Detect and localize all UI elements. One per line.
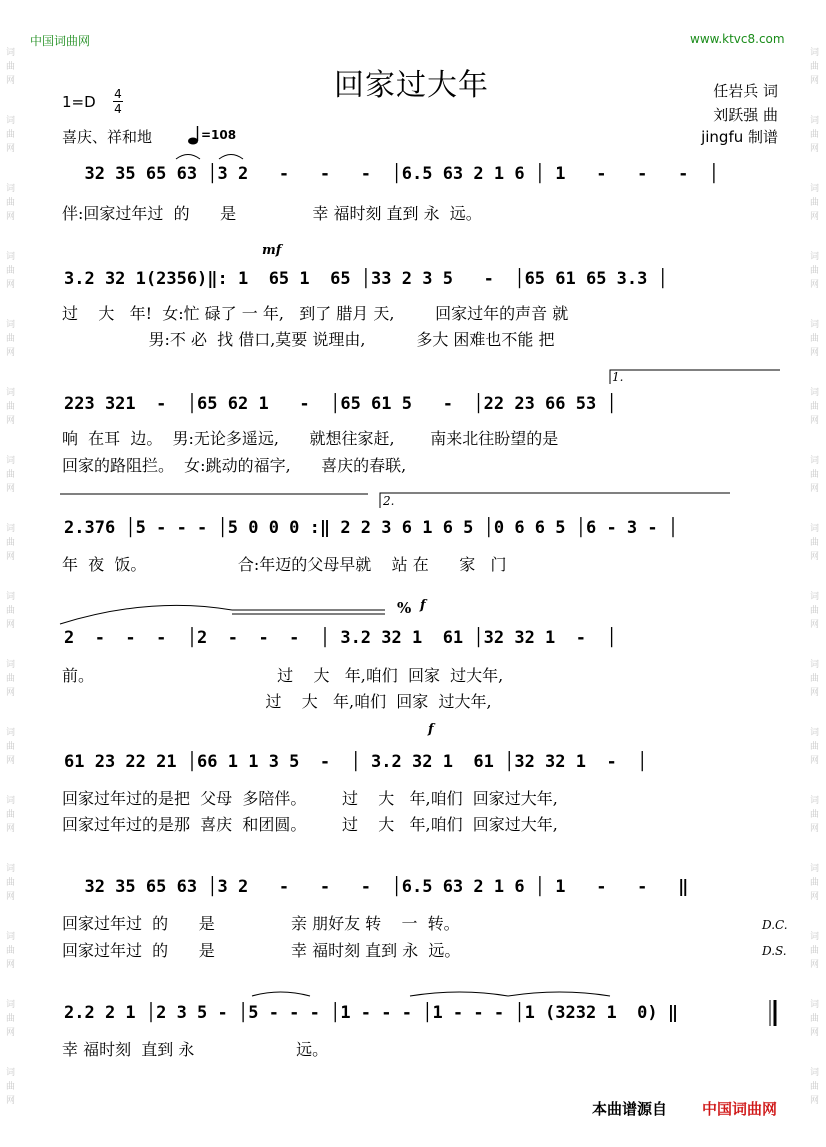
watermark-char: 词: [6, 388, 16, 398]
watermark-char: 词: [810, 1068, 820, 1078]
volta-2-label: 2.: [383, 494, 395, 508]
staff-3-lyric-2: 回家的路阻拦。 女:跳动的福字, 喜庆的春联,: [62, 456, 407, 475]
left-watermark-strip: [0, 0, 22, 1147]
staff-5-lyric-1: 前。 过 大 年,咱们 回家 过大年,: [62, 666, 504, 685]
watermark-char: 网: [6, 212, 16, 222]
watermark-char: 曲: [810, 470, 820, 480]
watermark-char: 曲: [6, 1014, 16, 1024]
ds-marking: D.S.: [762, 944, 787, 958]
right-watermark-strip: [804, 0, 826, 1147]
watermark-char: 词: [6, 592, 16, 602]
staff-4-notes: 2.376 │5 - - - │5 0 0 0 :‖ 2 2 3 6 1 6 5 │0 6 6 5 │6 - 3 - │: [64, 518, 679, 538]
watermark-char: 曲: [810, 810, 820, 820]
watermark-char: 曲: [810, 402, 820, 412]
watermark-char: 词: [810, 48, 820, 58]
watermark-char: 词: [810, 728, 820, 738]
staff-1-notes: 32 35 65 63 │3 2 - - - │6.5 63 2 1 6 │ 1 - - - │: [64, 164, 720, 184]
watermark-char: 词: [810, 660, 820, 670]
watermark-char: 网: [6, 960, 16, 970]
watermark-char: 词: [810, 524, 820, 534]
watermark-char: 网: [810, 756, 820, 766]
staff-6-lyric-2: 回家过年过的是那 喜庆 和团圆。 过 大 年,咱们 回家过大年,: [62, 815, 558, 834]
staff-2-lyric-2: 男:不 必 找 借口,莫要 说理由, 多大 困难也不能 把: [62, 330, 555, 349]
composer-credit: 刘跃强 曲: [713, 106, 778, 124]
watermark-char: 曲: [810, 62, 820, 72]
lyricist-credit: 任岩兵 词: [713, 82, 778, 100]
watermark-char: 曲: [810, 674, 820, 684]
staff-7-lyric-1: 回家过年过 的 是 亲 朋好友 转 一 转。: [62, 914, 460, 933]
watermark-char: 网: [810, 552, 820, 562]
watermark-char: 网: [810, 280, 820, 290]
watermark-char: 网: [810, 1096, 820, 1106]
watermark-char: 词: [810, 932, 820, 942]
dynamic-f-1: f: [420, 598, 426, 613]
watermark-char: 网: [6, 484, 16, 494]
watermark-char: 网: [810, 620, 820, 630]
watermark-char: 词: [810, 1000, 820, 1010]
watermark-char: 曲: [6, 742, 16, 752]
watermark-char: 网: [6, 892, 16, 902]
dynamic-mf: mf: [262, 243, 282, 258]
watermark-char: 网: [810, 688, 820, 698]
watermark-char: 词: [6, 1068, 16, 1078]
watermark-char: 词: [810, 320, 820, 330]
staff-2-lyric-1: 过 大 年! 女:忙 碌了 一 年, 到了 腊月 天, 回家过年的声音 就: [62, 304, 569, 323]
watermark-char: 网: [6, 756, 16, 766]
site-name-link[interactable]: 中国词曲网: [30, 34, 91, 48]
watermark-char: 词: [6, 116, 16, 126]
watermark-char: 网: [6, 620, 16, 630]
segno-icon: %: [397, 599, 412, 617]
watermark-char: 网: [6, 552, 16, 562]
watermark-char: 网: [810, 484, 820, 494]
watermark-char: 网: [810, 212, 820, 222]
watermark-char: 词: [6, 252, 16, 262]
footer-source-prefix: 本曲谱源自: [592, 1100, 668, 1118]
watermark-char: 词: [810, 184, 820, 194]
watermark-char: 网: [6, 144, 16, 154]
watermark-char: 曲: [6, 1082, 16, 1092]
watermark-char: 曲: [810, 946, 820, 956]
time-signature: [113, 87, 123, 116]
watermark-char: 词: [810, 592, 820, 602]
staff-4-lyric-1: 年 夜 饭。 合:年迈的父母早就 站 在 家 门: [62, 555, 507, 574]
watermark-char: 词: [810, 456, 820, 466]
watermark-char: 曲: [6, 266, 16, 276]
staff-6-lyric-1: 回家过年过的是把 父母 多陪伴。 过 大 年,咱们 回家过大年,: [62, 789, 558, 808]
site-url-link[interactable]: www.ktvc8.com: [690, 32, 785, 46]
watermark-char: 曲: [6, 538, 16, 548]
watermark-char: 曲: [6, 198, 16, 208]
watermark-char: 词: [6, 1000, 16, 1010]
watermark-char: 词: [810, 796, 820, 806]
watermark-char: 曲: [6, 470, 16, 480]
watermark-char: 曲: [810, 1082, 820, 1092]
watermark-char: 网: [6, 348, 16, 358]
song-title: 回家过大年: [334, 68, 489, 103]
footer-source-link[interactable]: 中国词曲网: [702, 1100, 778, 1118]
watermark-char: 网: [6, 76, 16, 86]
watermark-char: 网: [810, 348, 820, 358]
watermark-char: 曲: [6, 334, 16, 344]
watermark-char: 网: [6, 1096, 16, 1106]
watermark-char: 词: [6, 456, 16, 466]
expression-marking: 喜庆、祥和地: [62, 128, 153, 146]
time-denominator: 4: [114, 102, 122, 116]
watermark-char: 曲: [6, 402, 16, 412]
time-numerator: 4: [114, 87, 122, 101]
watermark-char: 曲: [6, 606, 16, 616]
dynamic-f-2: f: [428, 722, 434, 737]
volta-1-label: 1.: [612, 370, 624, 384]
watermark-char: 网: [6, 824, 16, 834]
watermark-char: 词: [810, 864, 820, 874]
watermark-char: 网: [6, 688, 16, 698]
watermark-char: 曲: [810, 538, 820, 548]
watermark-char: 网: [6, 416, 16, 426]
watermark-char: 曲: [6, 946, 16, 956]
watermark-char: 词: [6, 932, 16, 942]
staff-3-lyric-1: 响 在耳 边。 男:无论多遥远, 就想往家赶, 南来北往盼望的是: [62, 429, 559, 448]
watermark-char: 词: [6, 728, 16, 738]
engraver-credit: jingfu 制谱: [701, 128, 778, 146]
watermark-char: 曲: [6, 130, 16, 140]
dc-marking: D.C.: [762, 918, 788, 932]
staff-1-lyric-1: 伴:回家过年过 的 是 幸 福时刻 直到 永 远。: [62, 204, 482, 223]
staff-8-lyric-1: 幸 福时刻 直到 永 远。: [62, 1040, 329, 1059]
watermark-char: 曲: [6, 878, 16, 888]
watermark-char: 词: [6, 796, 16, 806]
key-signature: 1=D: [62, 93, 96, 111]
watermark-char: 网: [810, 144, 820, 154]
watermark-char: 曲: [810, 606, 820, 616]
watermark-char: 曲: [810, 334, 820, 344]
watermark-char: 网: [810, 76, 820, 86]
staff-7-lyric-2: 回家过年过 的 是 幸 福时刻 直到 永 远。: [62, 941, 461, 960]
watermark-char: 曲: [810, 198, 820, 208]
staff-5-lyric-2: 过 大 年,咱们 回家 过大年,: [62, 692, 492, 711]
watermark-char: 网: [810, 824, 820, 834]
tempo-value: =108: [201, 128, 237, 142]
watermark-char: 网: [810, 416, 820, 426]
watermark-char: 词: [6, 184, 16, 194]
watermark-char: 词: [810, 252, 820, 262]
staff-6-notes: 61 23 22 21 │66 1 1 3 5 - │ 3.2 32 1 61 │32 32 1 - │: [64, 752, 648, 772]
watermark-char: 曲: [6, 674, 16, 684]
watermark-char: 曲: [6, 810, 16, 820]
watermark-char: 曲: [6, 62, 16, 72]
watermark-char: 曲: [810, 742, 820, 752]
watermark-char: 词: [810, 116, 820, 126]
watermark-char: 网: [6, 280, 16, 290]
watermark-char: 网: [810, 960, 820, 970]
staff-7-notes: 32 35 65 63 │3 2 - - - │6.5 63 2 1 6 │ 1 - - ‖: [64, 877, 689, 897]
watermark-char: 曲: [810, 878, 820, 888]
watermark-char: 曲: [810, 266, 820, 276]
staff-2-notes: 3.2 32 1(2356)‖: 1 65 1 65 │33 2 3 5 - │65 61 65 3.3 │: [64, 269, 668, 289]
watermark-char: 曲: [810, 130, 820, 140]
watermark-char: 曲: [810, 1014, 820, 1024]
watermark-char: 词: [6, 524, 16, 534]
watermark-char: 词: [6, 48, 16, 58]
watermark-char: 网: [6, 1028, 16, 1038]
watermark-char: 词: [6, 864, 16, 874]
watermark-char: 词: [810, 388, 820, 398]
staff-5-notes: 2 - - - │2 - - - │ 3.2 32 1 61 │32 32 1 - │: [64, 628, 617, 648]
watermark-char: 词: [6, 660, 16, 670]
watermark-char: 词: [6, 320, 16, 330]
staff-8-notes: 2.2 2 1 │2 3 5 - │5 - - - │1 - - - │1 - - - │1 (3232 1 0) ‖: [64, 1003, 679, 1023]
watermark-char: 网: [810, 892, 820, 902]
watermark-char: 网: [810, 1028, 820, 1038]
staff-3-notes: 223 321 - │65 62 1 - │65 61 5 - │22 23 66 53 │: [64, 394, 617, 414]
